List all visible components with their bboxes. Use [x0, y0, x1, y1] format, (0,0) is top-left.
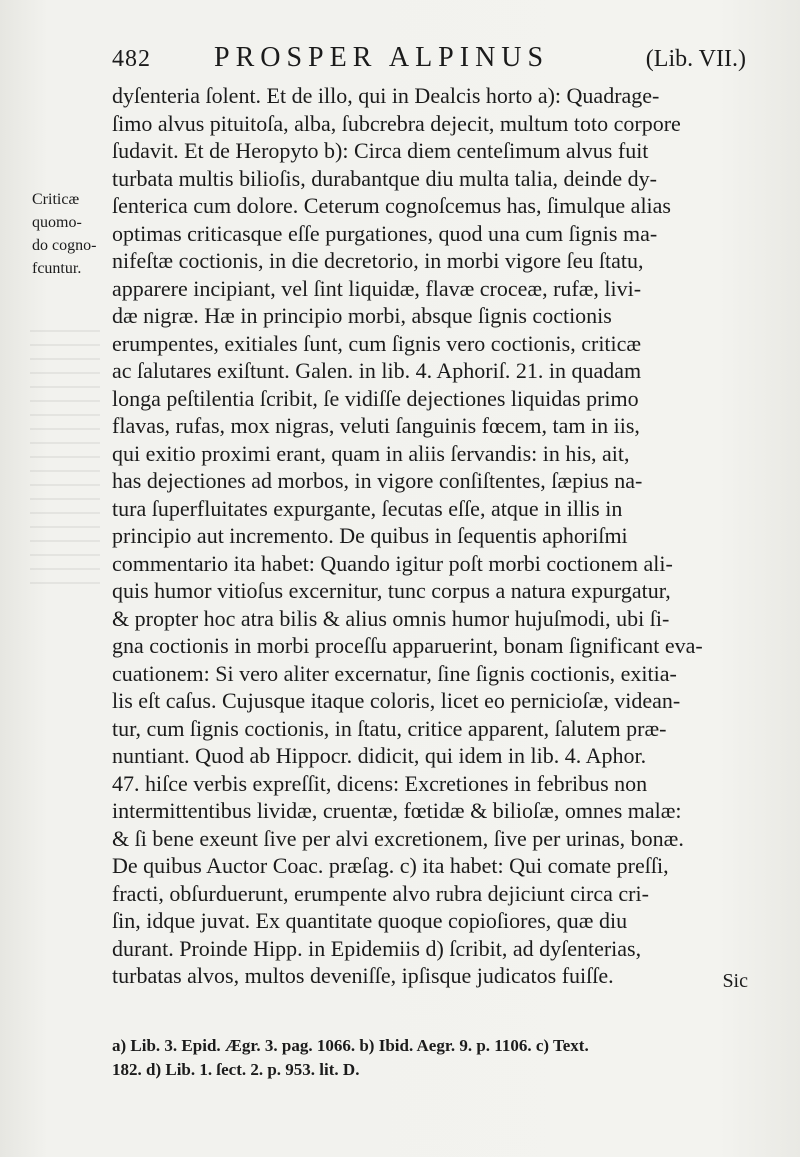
text-line: ſenterica cum dolore. Ceterum cognoſcemus has, ſimulque alias — [112, 193, 671, 218]
text-line: commentario ita habet: Quando igitur poſt morbi coctionem ali- — [112, 550, 673, 576]
bleed-through-shadow — [30, 330, 100, 590]
page-header — [112, 40, 752, 82]
margin-note-line: do cogno- — [32, 237, 97, 254]
text-line: tura ſuperfluitates expurgante, ſecutas eſſe, atque in illis in — [112, 495, 623, 521]
footnote-line: a) Lib. 3. Epid. Ægr. 3. pag. 1066. b) Ibid. Aegr. 9. p. 1106. c) Text. — [112, 1036, 589, 1055]
text-line: flavas, rufas, mox nigras, veluti ſanguinis fœcem, tam in iis, — [112, 413, 640, 438]
text-line: tur, cum ſignis coctionis, in ſtatu, critice apparent, ſalutem præ- — [112, 715, 667, 741]
book-label: (Lib. VII.) — [645, 46, 746, 72]
text-line: & propter hoc atra bilis & alius omnis humor hujuſmodi, ubi ſi- — [112, 605, 670, 631]
margin-note-line: fcuntur. — [32, 260, 82, 277]
footnote-line: 182. d) Lib. 1. ſect. 2. p. 953. lit. D. — [112, 1060, 360, 1079]
text-line: nuntiant. Quod ab Hippocr. didicit, qui idem in lib. 4. Aphor. — [112, 743, 647, 768]
margin-note — [32, 188, 112, 280]
text-line: quis humor vitioſus excernitur, tunc corpus a natura expurgatur, — [112, 578, 671, 603]
text-line: ſimo alvus pituitoſa, alba, ſubcrebra dejecit, multum toto corpore — [112, 110, 681, 136]
text-line: & ſi bene exeunt ſive per alvi excretionem, ſive per urinas, bonæ. — [112, 825, 684, 851]
text-line: longa peſtilentia ſcribit, ſe vidiſſe dejectiones liquidas primo — [112, 385, 639, 411]
text-line: 47. hiſce verbis expreſſit, dicens: Excretiones in febribus non — [112, 770, 648, 796]
text-line: has dejectiones ad morbos, in vigore conſiſtentes, ſæpius na- — [112, 468, 643, 493]
text-line: principio aut incremento. De quibus in ſequentis aphoriſmi — [112, 523, 628, 548]
margin-note-line: quomo- — [32, 214, 82, 231]
text-line: dæ nigræ. Hæ in principio morbi, absque ſignis coctionis — [112, 303, 612, 328]
body-text — [112, 82, 752, 990]
footnotes — [112, 1034, 752, 1082]
text-line: optimas criticasque eſſe purgationes, quod una cum ſignis ma- — [112, 220, 658, 246]
text-line: erumpentes, exitiales ſunt, cum ſignis vero coctionis, criticæ — [112, 330, 642, 356]
text-line: cuationem: Si vero aliter excernatur, ſine ſignis coctionis, exitia- — [112, 660, 677, 686]
page-number: 482 — [112, 46, 151, 72]
text-line: apparere incipiant, vel ſint liquidæ, flavæ croceæ, rufæ, livi- — [112, 275, 642, 301]
text-line: ac ſalutares exiſtunt. Galen. in lib. 4. Aphoriſ. 21. in quadam — [112, 358, 642, 383]
text-line: gna coctionis in morbi proceſſu apparuerint, bonam ſignificant eva- — [112, 633, 703, 658]
text-line: turbata multis bilioſis, durabantque diu multa talia, deinde dy- — [112, 165, 657, 191]
catchword: Sic — [722, 970, 748, 992]
text-line: ſudavit. Et de Heropyto b): Circa diem centeſimum alvus fuit — [112, 138, 649, 163]
running-title: PROSPER ALPINUS — [214, 42, 550, 73]
text-line: lis eſt caſus. Cujusque itaque coloris, licet eo pernicioſæ, videan- — [112, 688, 681, 713]
text-line: fracti, obſurduerunt, erumpente alvo rubra dejiciunt circa cri- — [112, 880, 649, 906]
text-line: qui exitio proximi erant, quam in aliis ſervandis: in his, ait, — [112, 440, 630, 466]
margin-note-line: Criticæ — [32, 191, 80, 208]
text-line: intermittentibus lividæ, cruentæ, fœtidæ & bilioſæ, omnes malæ: — [112, 798, 682, 823]
text-line: durant. Proinde Hipp. in Epidemiis d) ſcribit, ad dyſenterias, — [112, 935, 642, 961]
text-line: ſin, idque juvat. Ex quantitate quoque copioſiores, quæ diu — [112, 908, 628, 933]
text-line: dyſenteria ſolent. Et de illo, qui in Dealcis horto a): Quadrage- — [112, 83, 660, 108]
text-line: De quibus Auctor Coac. præſag. c) ita habet: Qui comate preſſi, — [112, 853, 669, 878]
text-line: nifeſtæ coctionis, in die decretorio, in morbi vigore ſeu ſtatu, — [112, 248, 644, 273]
text-line: turbatas alvos, multos deveniſſe, ipſisque judicatos fuiſſe. — [112, 963, 614, 988]
